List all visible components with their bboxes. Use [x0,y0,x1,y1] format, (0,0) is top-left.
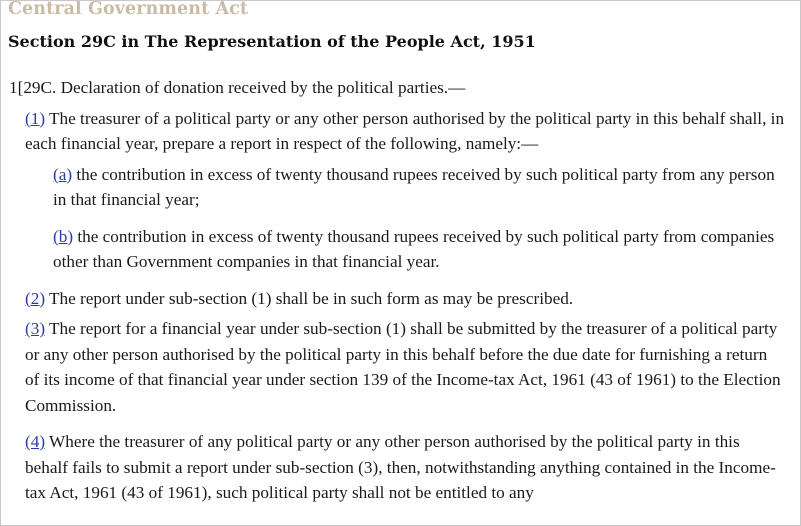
section-heading: 1[29C. Declaration of donation received by the political parties.— [9,78,466,97]
clause-b-text: the contribution in excess of twenty thousand rupees received by such political party from companies other than Government companies in that financial year. [53,226,775,271]
subsection-2-text: The report under sub-section (1) shall be in such form as may be prescribed. [45,288,574,308]
clause-b [53,224,783,275]
subsection-1-text: The treasurer of a political party or any other person authorised by the political party in this behalf shall, in each financial year, prepare a report in respect of the following, namely:— [25,108,785,153]
clause-a-link[interactable]: (a) [53,164,73,184]
clause-b-link[interactable]: (b) [53,226,74,246]
subsection-4 [25,429,785,506]
subsection-2 [25,286,785,312]
section-body [1,75,801,506]
act-category: Central Government Act [8,0,249,19]
section-title: Section 29C in The Representation of the People Act, 1951 [8,32,536,51]
clause-a [53,162,783,213]
subsection-3-link[interactable]: (3) [25,319,46,338]
clause-a-text: the contribution in excess of twenty thousand rupees received by such political party from any person in that financial year; [53,164,775,209]
subsection-4-link[interactable]: (4) [25,432,46,451]
subsection-1-link[interactable]: (1) [25,108,46,128]
subsection-1 [25,106,785,157]
subsection-3 [25,316,785,418]
subsection-2-link[interactable]: (2) [25,288,46,308]
subsection-4-text: Where the treasurer of any political party or any other person authorised by the political party in this behalf fails to submit a report under sub-section (3), then, notwithstanding anything contained in the Income-tax Act, 1961 (43 of 1961), such political party shall not be entitled to any [25,432,776,502]
subsection-3-text: The report for a financial year under sub-section (1) shall be submitted by the treasurer of a political party or any other person authorised by the political party in this behalf before the due date for furnishing a return of its income of that financial year under section 139 of the Income-tax Act, 1961 (43 of 1961) to the Election Commission. [25,319,781,415]
